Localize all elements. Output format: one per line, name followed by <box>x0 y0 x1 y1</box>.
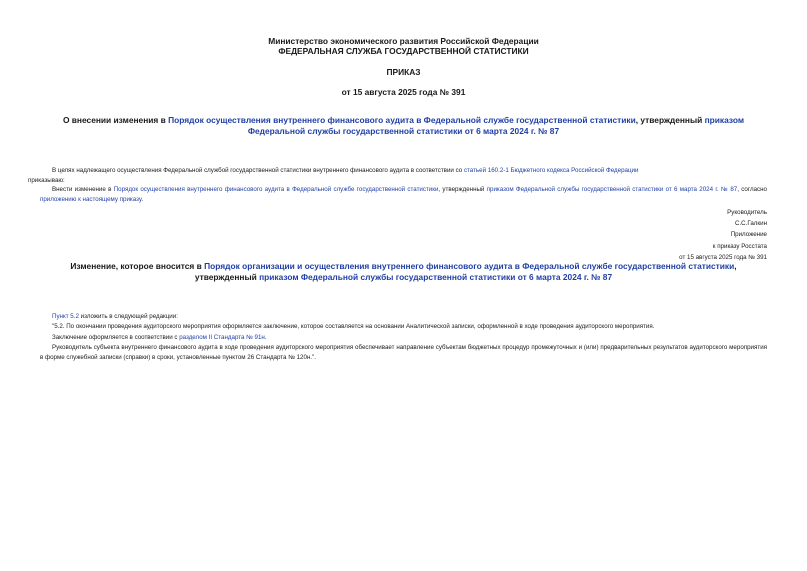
order-link-procedure[interactable]: Порядок осуществления внутреннего финансового аудита в Федеральной службе государственной статистики <box>113 186 439 193</box>
appendix-date: от 15 августа 2025 года № 391 <box>679 253 767 261</box>
change-title-middle: , утвержденный <box>194 261 737 282</box>
change-paragraph-2: "5.2. По окончании проведения аудиторского мероприятия оформляется заключение, которое составляется на основании Аналитической записки, оформленной в ходе проведения аудиторского мероприятия. <box>52 323 655 330</box>
change-p1-text: изложить в следующей редакции: <box>78 313 178 320</box>
change-title <box>40 261 767 283</box>
order-middle: , утвержденный <box>438 186 487 193</box>
change-p3-text: Заключение оформляется в соответствии с <box>52 334 180 341</box>
change-link-clause[interactable]: Пункт 5.2 <box>52 313 79 320</box>
doc-type: ПРИКАЗ <box>386 67 421 77</box>
change-link-standard[interactable]: разделом II Стандарта № 91н <box>179 334 265 341</box>
preamble-link-budget-code[interactable]: статьей 160.2-1 Бюджетного кодекса Российской Федерации <box>463 167 639 174</box>
appendix-to-order: к приказу Росстата <box>712 242 767 250</box>
change-title-prefix: Изменение, которое вносится в <box>70 261 205 271</box>
preamble-text: В целях надлежащего осуществления Федеральной службой государственной статистики внутреннего финансового аудита в соответствии со <box>52 167 464 174</box>
change-p3-end: . <box>264 334 267 341</box>
change-paragraph-3 <box>40 333 767 343</box>
doc-date: от 15 августа 2025 года № 391 <box>341 87 466 97</box>
appendix-label: Приложение <box>730 231 767 239</box>
change-paragraph-1 <box>40 312 767 322</box>
service-name: ФЕДЕРАЛЬНАЯ СЛУЖБА ГОСУДАРСТВЕННОЙ СТАТИСТИКИ <box>278 46 529 56</box>
change-title-link-order[interactable]: приказом Федеральной службы государственной статистики от 6 марта 2024 г. № 87 <box>259 272 613 282</box>
preamble-paragraph <box>28 166 767 185</box>
signature-block <box>679 207 767 263</box>
order-prefix: Внести изменение в <box>52 186 114 193</box>
title-link-order[interactable]: приказом Федеральной службы государственной статистики от 6 марта 2024 г. № 87 <box>247 115 745 136</box>
title-link-procedure[interactable]: Порядок осуществления внутреннего финансового аудита в Федеральной службе государственной статистики <box>168 115 636 125</box>
ministry-name: Министерство экономического развития Российской Федерации <box>268 36 539 46</box>
change-title-link-procedure[interactable]: Порядок организации и осуществления внутреннего финансового аудита в Федеральной службе государственной статистики <box>204 261 735 271</box>
order-link-order[interactable]: приказом Федеральной службы государственной статистики от 6 марта 2024 г. № 87 <box>486 186 738 193</box>
preamble-end: приказываю: <box>28 176 65 184</box>
title-middle: , утвержденный <box>635 115 705 125</box>
order-middle2: , согласно <box>737 186 767 193</box>
title-prefix: О внесении изменения в <box>62 115 169 125</box>
signature-role: Руководитель <box>727 209 767 216</box>
page-title <box>40 115 767 137</box>
signature-name: С.С.Галкин <box>734 220 767 228</box>
order-link-appendix[interactable]: приложению к настоящему приказу <box>40 195 142 203</box>
change-paragraph-4: Руководитель субъекта внутреннего финансового аудита в ходе проведения аудиторского мероприятия обеспечивает направление субъектам бюджетных процедур промежуточных и (или) предварительных результатов аудиторского мероприятия в форме служебной записки (справки) в сроки, установленные пунктом 26 Стандарта № 120н.". <box>40 344 767 361</box>
order-end: . <box>141 195 144 203</box>
order-paragraph <box>40 185 767 204</box>
